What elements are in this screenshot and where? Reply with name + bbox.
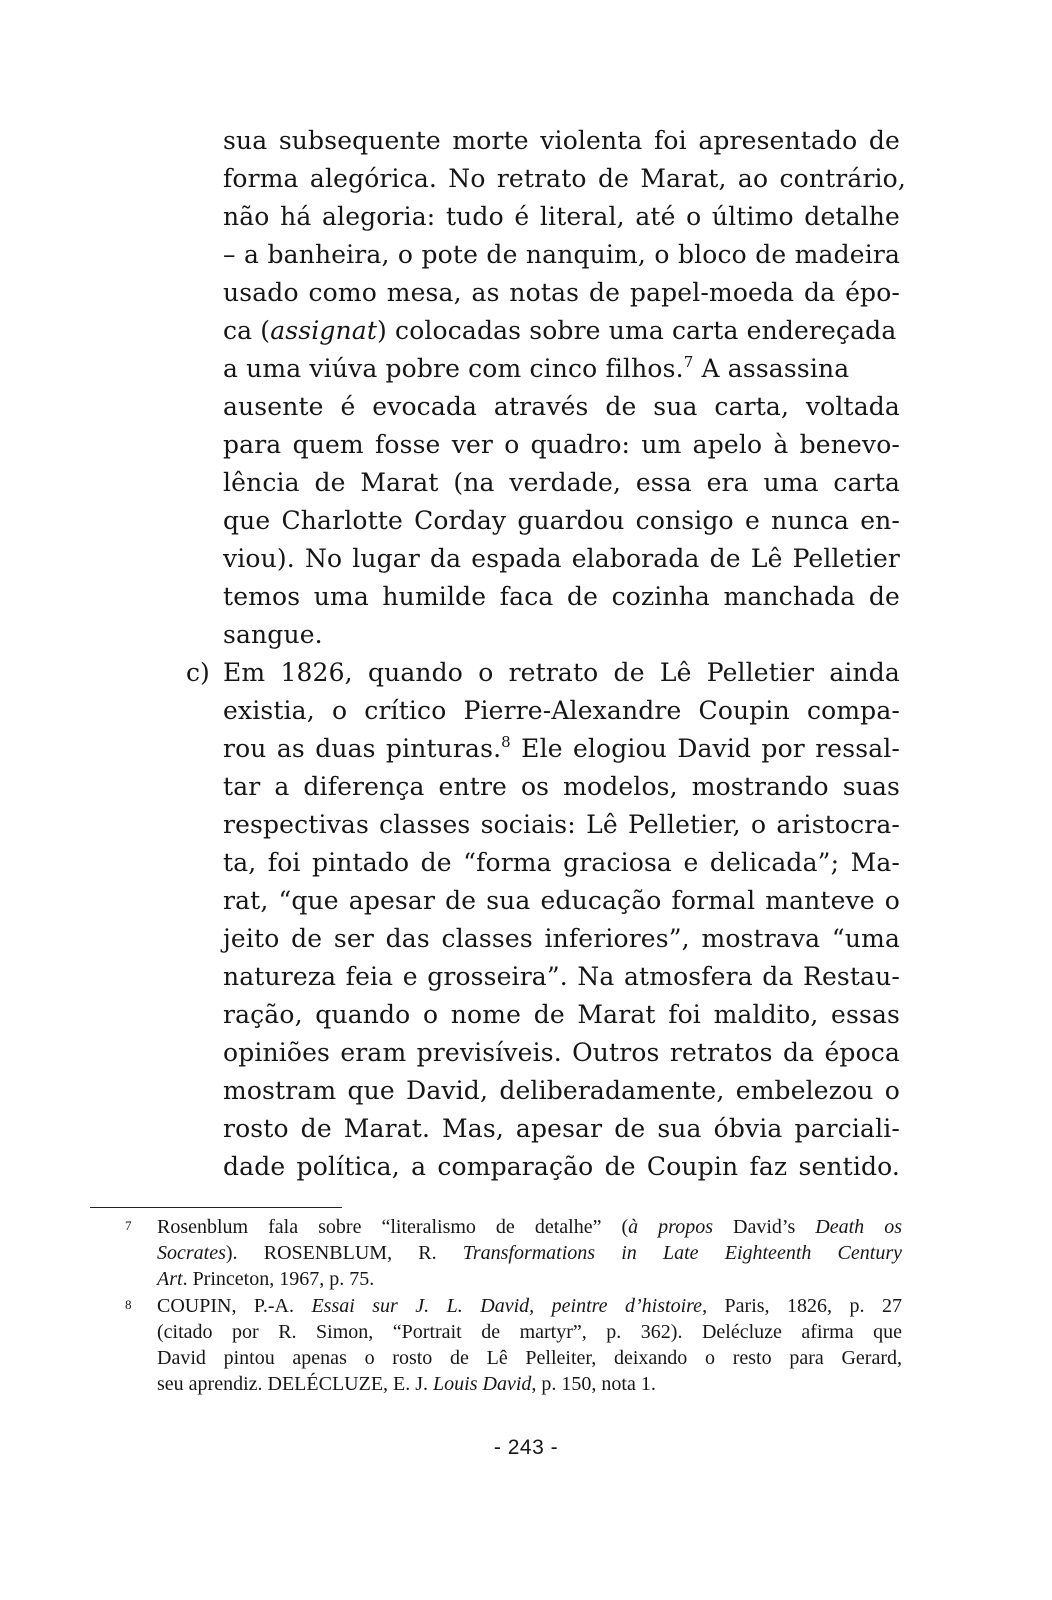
list-item-marker: c) xyxy=(186,658,210,687)
text-run: . Princeton, 1967, p. 75. xyxy=(182,1268,375,1290)
italic-term: assignat xyxy=(270,316,378,345)
text-run: , Paris, 1826, p. 27 xyxy=(702,1295,902,1317)
footnote-ref: 7 xyxy=(683,352,694,371)
list-item-line: jeito de ser das classes inferiores”, mostrava “uma xyxy=(223,924,900,953)
text-run: ca ( xyxy=(223,316,271,345)
list-item-line: tar a diferença entre os modelos, mostrando suas xyxy=(223,772,900,801)
italic-term: Transformations in Late Eighteenth Century xyxy=(462,1242,902,1264)
body-line: forma alegórica. No retrato de Marat, ao contrário, xyxy=(223,164,906,193)
text-run: a uma viúva pobre com cinco filhos. xyxy=(223,354,684,383)
body-line: sua subsequente morte violenta foi apresentado de xyxy=(223,126,900,155)
text-run: ). ROSENBLUM, R. xyxy=(225,1242,463,1264)
list-item-line: ração, quando o nome de Marat foi maldito, essas xyxy=(223,1000,900,1029)
text-run: rou as duas pinturas. xyxy=(223,734,502,763)
italic-term: Art xyxy=(157,1268,183,1290)
footnote-line xyxy=(157,1371,902,1397)
body-line: lência de Marat (na verdade, essa era uma carta xyxy=(223,468,900,497)
text-run: Ele elogiou David por ressal- xyxy=(510,734,900,763)
body-line xyxy=(223,350,900,388)
body-line: sangue. xyxy=(223,620,323,649)
italic-term: Louis David xyxy=(433,1373,532,1395)
body-line xyxy=(223,312,900,350)
footnote-line xyxy=(157,1214,902,1240)
list-item-line: mostram que David, deliberadamente, embelezou o xyxy=(223,1076,900,1105)
italic-term: à propos xyxy=(628,1216,714,1238)
footnote-ref: 8 xyxy=(501,732,511,751)
body-line: usado como mesa, as notas de papel-moeda da épo- xyxy=(223,278,900,307)
text-run: David’s xyxy=(713,1216,816,1238)
footnote-line xyxy=(157,1240,902,1266)
footnote-line xyxy=(157,1293,902,1319)
footnote-line: David pintou apenas o rosto de Lê Pelleiter, deixando o resto para Gerard, xyxy=(157,1347,902,1369)
italic-term: Socrates xyxy=(157,1242,226,1264)
text-run: , p. 150, nota 1. xyxy=(531,1373,656,1395)
list-item-line: rosto de Marat. Mas, apesar de sua óbvia parciali- xyxy=(223,1114,900,1143)
text-run: ) colocadas sobre uma carta endereçada xyxy=(377,316,897,345)
text-run: A assassina xyxy=(693,354,850,383)
list-item-line: ta, foi pintado de “forma graciosa e delicada”; Ma- xyxy=(223,848,900,877)
list-item-line: opiniões eram previsíveis. Outros retratos da época xyxy=(223,1038,900,1067)
body-line: não há alegoria: tudo é literal, até o último detalhe xyxy=(223,202,900,231)
footnote-line xyxy=(157,1266,902,1292)
body-line: ausente é evocada através de sua carta, voltada xyxy=(223,392,900,421)
list-item-line: rat, “que apesar de sua educação formal manteve o xyxy=(223,886,900,915)
body-line: que Charlotte Corday guardou consigo e nunca en- xyxy=(223,506,900,535)
list-item-line: natureza feia e grosseira”. Na atmosfera da Restau- xyxy=(223,962,900,991)
footnote-separator xyxy=(90,1207,342,1208)
list-item-line: Em 1826, quando o retrato de Lê Pelletier ainda xyxy=(223,658,900,687)
text-run: seu aprendiz. DELÉCLUZE, E. J. xyxy=(157,1373,434,1395)
page-number: - 243 - xyxy=(493,1436,559,1459)
italic-term: Death os xyxy=(815,1216,902,1238)
italic-term: Essai sur J. L. David, peintre d’histoire xyxy=(311,1295,703,1317)
text-run: Rosenblum fala sobre “literalismo de detalhe” ( xyxy=(157,1216,629,1238)
footnote-number: 7 xyxy=(125,1218,132,1233)
list-item-line xyxy=(223,730,900,768)
list-item-line: existia, o crítico Pierre-Alexandre Coupin compa- xyxy=(223,696,900,725)
body-line: viou). No lugar da espada elaborada de Lê Pelletier xyxy=(223,544,900,573)
list-item-line: respectivas classes sociais: Lê Pelletier, o aristocra- xyxy=(223,810,900,839)
footnote-number: 8 xyxy=(125,1297,132,1312)
list-item-line: dade política, a comparação de Coupin faz sentido. xyxy=(223,1152,900,1181)
body-line: temos uma humilde faca de cozinha manchada de xyxy=(223,582,900,611)
body-line: para quem fosse ver o quadro: um apelo à benevo- xyxy=(223,430,900,459)
text-run: COUPIN, P.-A. xyxy=(157,1295,312,1317)
footnote-line: (citado por R. Simon, “Portrait de martyr”, p. 362). Delécluze afirma que xyxy=(157,1321,902,1343)
body-line: – a banheira, o pote de nanquim, o bloco de madeira xyxy=(223,240,900,269)
